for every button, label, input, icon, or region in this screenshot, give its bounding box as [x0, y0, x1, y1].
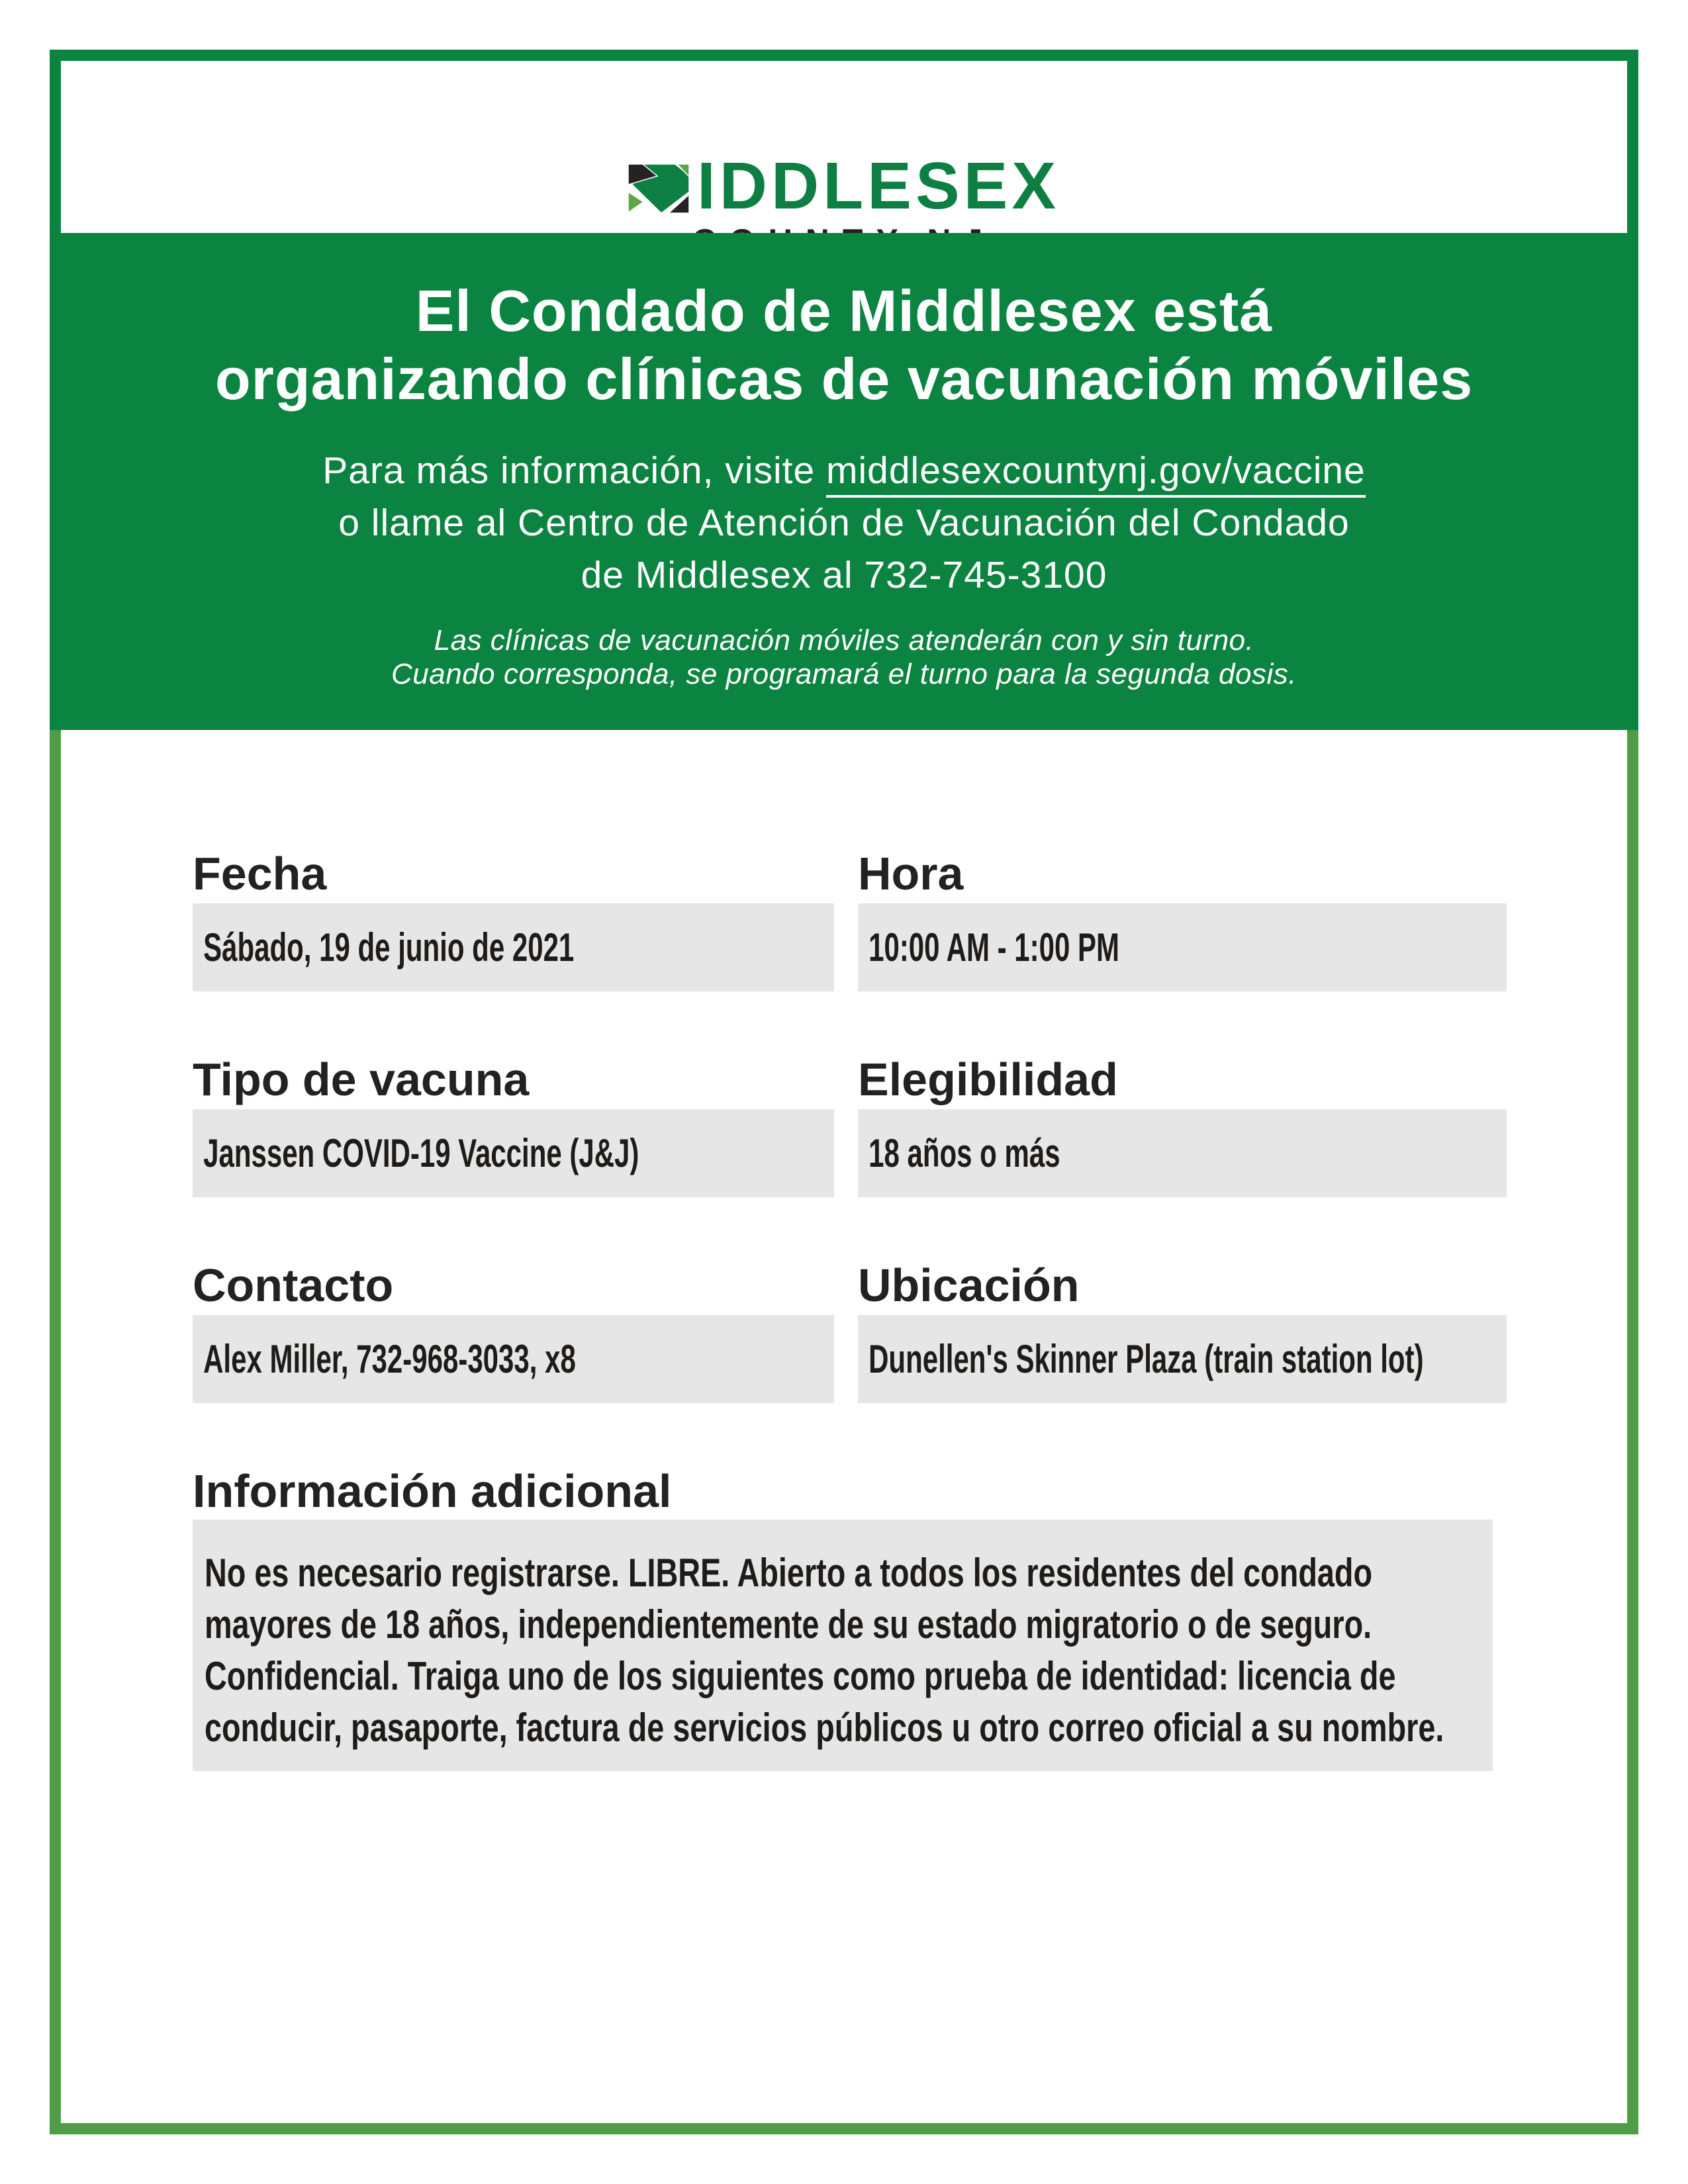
fecha-label: Fecha — [193, 848, 327, 899]
info-line-2-text: mayores de 18 años, independientemente de su estado migratorio o de seguro. — [204, 1602, 1372, 1647]
fecha-value: Sábado, 19 de junio de 2021 — [203, 925, 575, 970]
ubicacion-value: Dunellen's Skinner Plaza (train station lot) — [868, 1337, 1424, 1381]
contacto-value: Alex Miller, 732-968-3033, x8 — [203, 1337, 576, 1381]
elegibilidad-value: 18 años o más — [868, 1131, 1060, 1175]
informacion-adicional-box — [193, 1520, 1493, 1771]
hora-value: 10:00 AM - 1:00 PM — [868, 925, 1120, 970]
informacion-adicional-label: Información adicional — [193, 1465, 672, 1517]
walk-in-note-line-1: Las clínicas de vacunación móviles atenderán con y sin turno. — [434, 624, 1254, 657]
ubicacion-label: Ubicación — [858, 1259, 1080, 1311]
subtitle-line-1 — [50, 445, 1638, 497]
info-line — [193, 1702, 1493, 1754]
contacto-value-box — [193, 1315, 834, 1403]
info-line — [193, 1599, 1493, 1651]
tipo-de-vacuna-value: Janssen COVID-19 Vaccine (J&J) — [203, 1131, 639, 1175]
page-title — [50, 277, 1638, 413]
logo-wordmark-row — [628, 149, 1060, 223]
logo-panel — [50, 50, 1638, 233]
walk-in-note-line-2: Cuando corresponda, se programará el turno para la segunda dosis. — [391, 658, 1297, 690]
elegibilidad-value-box — [858, 1109, 1507, 1197]
info-line — [193, 1547, 1493, 1599]
hora-label: Hora — [858, 848, 964, 899]
middlesex-m-logo-icon — [628, 164, 689, 213]
walk-in-note — [50, 623, 1638, 691]
page-title-line-1: El Condado de Middlesex está — [415, 278, 1273, 343]
subtitle-line-2: o llame al Centro de Atención de Vacunación del Condado — [338, 502, 1350, 544]
info-line-1-text: No es necesario registrarse. LIBRE. Abierto a todos los residentes del condado — [204, 1551, 1373, 1595]
fecha-value-box — [193, 903, 834, 991]
tipo-de-vacuna-label: Tipo de vacuna — [193, 1054, 530, 1105]
page-title-line-2: organizando clínicas de vacunación móviles — [214, 346, 1474, 412]
logo-wordmark-text: IDDLESEX — [696, 149, 1060, 223]
green-header-band — [50, 233, 1638, 730]
ubicacion-value-box — [858, 1315, 1507, 1403]
tipo-de-vacuna-value-box — [193, 1109, 834, 1197]
subtitle-line-3: de Middlesex al 732-745-3100 — [581, 554, 1107, 596]
header-subtitle — [50, 445, 1638, 602]
info-line — [193, 1651, 1493, 1702]
hora-value-box — [858, 903, 1507, 991]
vaccine-url-link[interactable]: middlesexcountynj.gov/vaccine — [826, 449, 1366, 498]
info-line-3-text: Confidencial. Traiga uno de los siguientes como prueba de identidad: licencia de — [204, 1654, 1396, 1698]
elegibilidad-label: Elegibilidad — [858, 1054, 1118, 1105]
subtitle-line-1-text: Para más información, visite — [322, 449, 826, 492]
info-line-4-text: conducir, pasaporte, factura de servicios públicos u otro correo oficial a su nombre. — [204, 1706, 1444, 1750]
contacto-label: Contacto — [193, 1259, 394, 1311]
